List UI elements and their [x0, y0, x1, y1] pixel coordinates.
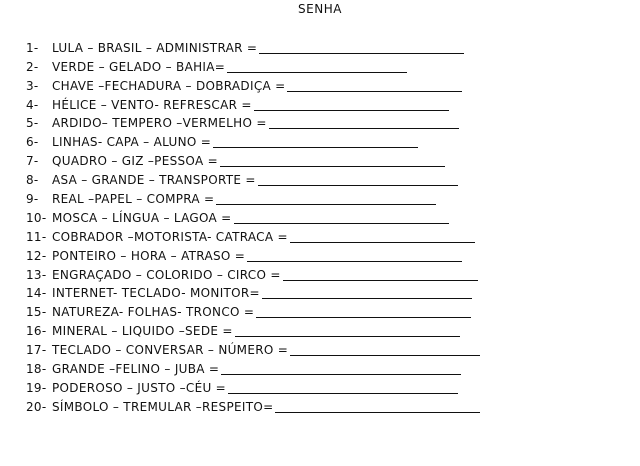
answer-line[interactable] — [221, 374, 461, 375]
item-number: 4- — [26, 97, 39, 112]
item-number: 9- — [26, 192, 39, 207]
item-clue: MINERAL – LIQUIDO –SEDE = — [52, 324, 233, 339]
item-clue: GRANDE –FELINO – JUBA = — [52, 362, 220, 377]
item-clue: NATUREZA- FOLHAS- TRONCO = — [52, 305, 255, 320]
list-item — [26, 319, 480, 338]
item-number: 7- — [26, 154, 39, 169]
item-number: 19- — [26, 380, 47, 395]
list-item — [26, 187, 480, 206]
answer-line[interactable] — [213, 147, 418, 148]
item-number: 12- — [26, 248, 47, 263]
item-number: 20- — [26, 399, 47, 414]
list-item — [26, 282, 480, 301]
item-number: 13- — [26, 267, 47, 282]
list-item — [26, 149, 480, 168]
answer-line[interactable] — [220, 166, 445, 167]
item-number: 3- — [26, 78, 39, 93]
item-clue: CHAVE –FECHADURA – DOBRADIÇA = — [52, 78, 286, 93]
item-number: 17- — [26, 343, 47, 358]
list-item — [26, 36, 480, 55]
item-clue: SÍMBOLO – TREMULAR –RESPEITO= — [52, 399, 274, 414]
list-item — [26, 244, 480, 263]
list-item — [26, 300, 480, 319]
item-number: 5- — [26, 116, 39, 131]
item-clue: QUADRO – GIZ –PESSOA = — [52, 154, 218, 169]
item-clue: PONTEIRO – HORA – ATRASO = — [52, 248, 246, 263]
item-clue: MOSCA – LÍNGUA – LAGOA = — [52, 210, 232, 225]
list-item — [26, 55, 480, 74]
list-item — [26, 93, 480, 112]
list-item — [26, 112, 480, 131]
item-clue: PODEROSO – JUSTO –CÉU = — [52, 380, 227, 395]
item-number: 16- — [26, 324, 47, 339]
item-clue: ARDIDO– TEMPERO –VERMELHO = — [52, 116, 267, 131]
answer-line[interactable] — [287, 91, 462, 92]
answer-line[interactable] — [275, 412, 480, 413]
answer-line[interactable] — [256, 317, 471, 318]
list-item — [26, 130, 480, 149]
list-item — [26, 168, 480, 187]
answer-line[interactable] — [234, 223, 449, 224]
answer-line[interactable] — [254, 110, 449, 111]
item-clue: VERDE – GELADO – BAHIA= — [52, 59, 226, 74]
item-clue: LULA – BRASIL – ADMINISTRAR = — [52, 40, 258, 55]
list-item — [26, 338, 480, 357]
answer-line[interactable] — [228, 393, 458, 394]
answer-line[interactable] — [258, 185, 458, 186]
answer-line[interactable] — [247, 261, 462, 262]
list-item — [26, 263, 480, 282]
page-title: SENHA — [298, 2, 342, 16]
answer-line[interactable] — [235, 336, 460, 337]
list-item — [26, 74, 480, 93]
word-list — [26, 36, 480, 414]
item-clue: ASA – GRANDE – TRANSPORTE = — [52, 173, 256, 188]
answer-line[interactable] — [262, 298, 472, 299]
item-number: 8- — [26, 173, 39, 188]
answer-line[interactable] — [290, 355, 480, 356]
item-number: 18- — [26, 362, 47, 377]
answer-line[interactable] — [290, 242, 475, 243]
answer-line[interactable] — [259, 53, 464, 54]
list-item — [26, 376, 480, 395]
item-clue: ENGRAÇADO – COLORIDO – CIRCO = — [52, 267, 281, 282]
item-number: 14- — [26, 286, 47, 301]
list-item — [26, 357, 480, 376]
item-clue: TECLADO – CONVERSAR – NÚMERO = — [52, 343, 289, 358]
item-clue: REAL –PAPEL – COMPRA = — [52, 192, 215, 207]
item-number: 15- — [26, 305, 47, 320]
item-number: 2- — [26, 59, 39, 74]
answer-line[interactable] — [216, 204, 436, 205]
list-item — [26, 206, 480, 225]
item-clue: LINHAS- CAPA – ALUNO = — [52, 135, 212, 150]
item-number: 11- — [26, 229, 47, 244]
list-item — [26, 225, 480, 244]
item-clue: COBRADOR –MOTORISTA- CATRACA = — [52, 229, 288, 244]
item-number: 10- — [26, 210, 47, 225]
answer-line[interactable] — [269, 128, 459, 129]
item-clue: HÉLICE – VENTO- REFRESCAR = — [52, 97, 252, 112]
item-number: 6- — [26, 135, 39, 150]
answer-line[interactable] — [283, 280, 478, 281]
item-number: 1- — [26, 40, 39, 55]
list-item — [26, 395, 480, 414]
item-clue: INTERNET- TECLADO- MONITOR= — [52, 286, 260, 301]
answer-line[interactable] — [227, 72, 407, 73]
